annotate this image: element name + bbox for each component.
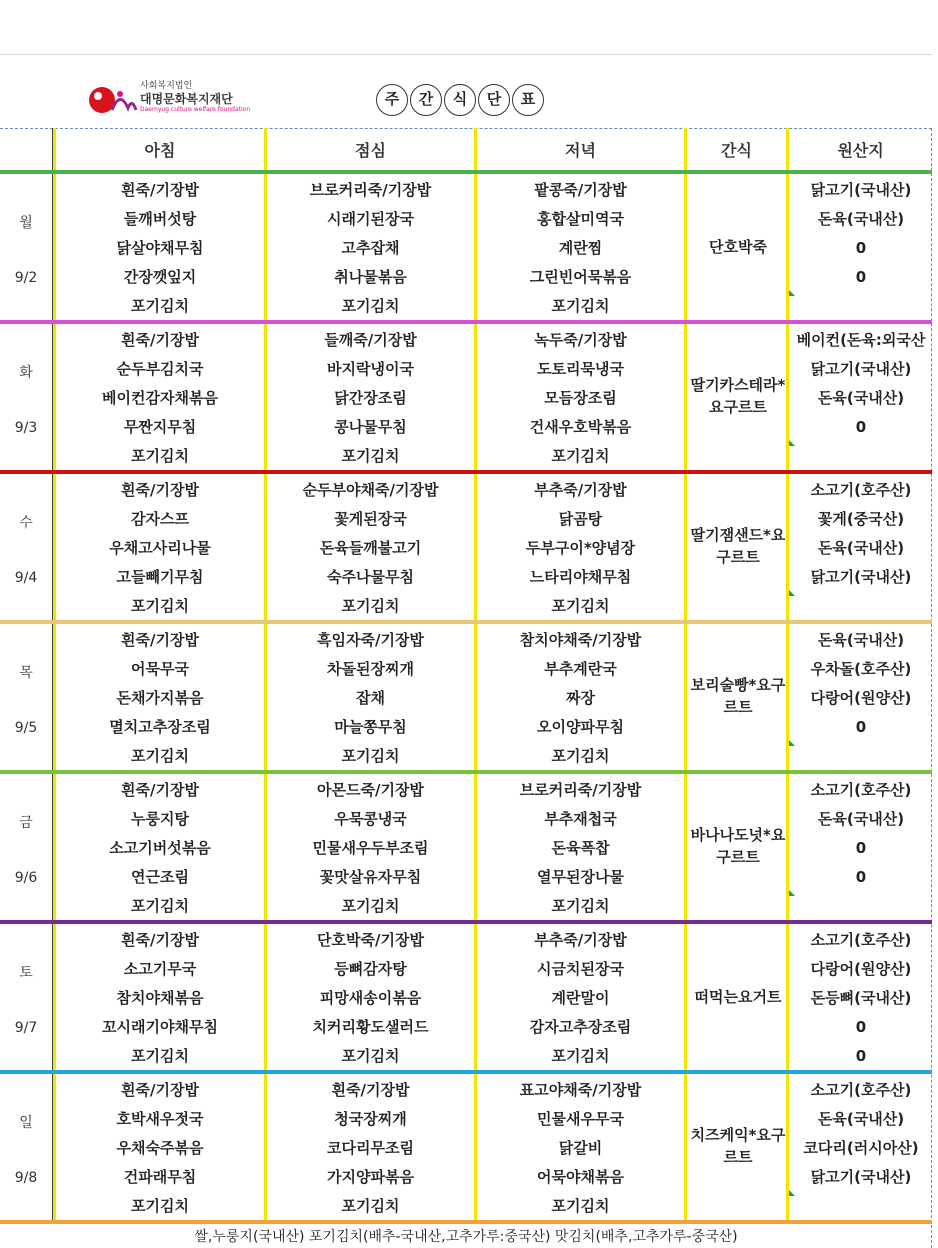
menu-item: 고추잡채 — [341, 239, 400, 257]
menu-item: 열무된장나물 — [537, 868, 624, 886]
menu-item: 포기김치 — [131, 747, 189, 765]
origin-item: 돈육(국내산) — [817, 389, 905, 407]
title-char: 주 — [376, 84, 408, 116]
day-row — [0, 476, 932, 622]
cell-comment-marker — [789, 590, 795, 596]
menu-item: 바지락냉이국 — [327, 360, 414, 378]
lunch-cell — [267, 476, 474, 621]
menu-item: 코다리무조림 — [327, 1139, 414, 1157]
weekday-label: 화 — [19, 365, 33, 381]
menu-item: 포기김치 — [131, 447, 189, 465]
origin-cell — [790, 176, 932, 292]
origin-item: 돈육(국내산) — [817, 1110, 905, 1128]
menu-item: 참치야채죽/기장밥 — [519, 631, 642, 649]
day-row — [0, 776, 932, 922]
menu-item: 등뼈감자탕 — [334, 960, 407, 978]
day-row — [0, 626, 932, 772]
menu-item: 짜장 — [566, 689, 595, 707]
footer-note: 쌀,누룽지(국내산) 포기김치(배추-국내산,고추가루:중국산) 맛김치(배추,고추가루-중국산) — [194, 1229, 738, 1245]
snack-cell: 딸기카스테라*요구르트 — [690, 376, 786, 416]
origin-item: 돈육(국내산) — [817, 810, 905, 828]
menu-item: 우채고사리나물 — [109, 539, 211, 557]
origin-cell — [790, 776, 932, 892]
origin-item: 0 — [855, 1047, 867, 1065]
origin-item: 소고기(호주산) — [810, 931, 912, 949]
snack-cell: 치즈케익*요구르트 — [690, 1126, 786, 1166]
date-label: 9/5 — [14, 720, 38, 736]
menu-item: 베이컨감자채볶음 — [102, 389, 218, 407]
origin-item: 다랑어(원양산) — [810, 960, 912, 978]
menu-item: 포기김치 — [131, 597, 189, 615]
weekday-label: 금 — [19, 815, 33, 831]
menu-item: 부추계란국 — [544, 660, 617, 678]
menu-item: 민물새우무국 — [537, 1110, 624, 1128]
origin-item: 베이컨(돈육:외국산 — [796, 331, 926, 349]
menu-item: 홍합살미역국 — [537, 210, 624, 228]
origin-item: 돈육(국내산) — [817, 210, 905, 228]
cell-comment-marker — [789, 890, 795, 896]
menu-item: 흰죽/기장밥 — [121, 481, 199, 499]
lunch-cell — [267, 176, 474, 321]
menu-item: 부추재첩국 — [544, 810, 617, 828]
header-origin: 원산지 — [837, 141, 884, 160]
menu-item: 고들빼기무침 — [116, 568, 204, 586]
table-header — [0, 130, 932, 172]
menu-item: 취나물볶음 — [334, 268, 407, 286]
origin-item: 닭고기(국내산) — [810, 568, 912, 586]
menu-item: 치커리황도샐러드 — [312, 1018, 429, 1036]
menu-item: 건새우호박볶음 — [529, 418, 632, 436]
origin-item: 꽃게(중국산) — [817, 510, 905, 528]
menu-item: 단호박죽/기장밥 — [317, 931, 424, 949]
menu-item: 돈육들깨불고기 — [319, 539, 422, 557]
menu-item: 숙주나물무침 — [327, 568, 414, 586]
lunch-cell — [267, 776, 474, 921]
menu-item: 그린빈어묵볶음 — [529, 268, 632, 286]
breakfast-cell — [56, 476, 264, 621]
menu-item: 포기김치 — [551, 897, 610, 915]
header-lunch: 점심 — [355, 141, 386, 160]
menu-item: 소고기버섯볶음 — [109, 839, 211, 857]
row-separator — [0, 170, 932, 174]
menu-item: 모듬장조림 — [544, 389, 617, 407]
menu-item: 우묵콩냉국 — [334, 810, 407, 828]
header-dinner: 저녁 — [565, 141, 596, 160]
menu-item: 포기김치 — [131, 1197, 189, 1215]
menu-item: 느타리야채무침 — [529, 568, 632, 586]
cell-comment-marker — [789, 290, 795, 296]
menu-item: 무짠지무침 — [123, 418, 197, 436]
menu-item: 마늘쫑무침 — [334, 718, 407, 736]
menu-item: 콩나물무침 — [334, 418, 407, 436]
breakfast-cell — [56, 326, 264, 471]
title-char: 단 — [478, 84, 510, 116]
menu-item: 시래기된장국 — [327, 210, 414, 228]
weekday-label: 목 — [19, 665, 33, 681]
dinner-cell — [477, 476, 684, 621]
menu-item: 감자스프 — [131, 510, 189, 528]
menu-item: 차돌된장찌개 — [327, 660, 414, 678]
menu-item: 꼬시래기야채무침 — [102, 1018, 218, 1036]
weekday-label: 토 — [19, 965, 33, 981]
org-english-name: Daemyug culture welfare foundation — [140, 106, 251, 113]
menu-item: 흰죽/기장밥 — [121, 181, 199, 199]
menu-item: 감자고추장조림 — [529, 1018, 632, 1036]
breakfast-cell — [56, 926, 264, 1071]
snack-cell: 단호박죽 — [709, 238, 767, 256]
weekday-label: 월 — [19, 215, 33, 231]
snack-cell: 보리술빵*요구르트 — [690, 676, 786, 716]
menu-item: 가지양파볶음 — [327, 1168, 414, 1186]
menu-item: 우채숙주볶음 — [116, 1139, 204, 1157]
menu-item: 흰죽/기장밥 — [121, 781, 199, 799]
weekday-label: 수 — [19, 515, 33, 531]
menu-item: 들깨죽/기장밥 — [324, 331, 417, 349]
menu-item: 흑임자죽/기장밥 — [317, 631, 424, 649]
menu-item: 닭곰탕 — [558, 510, 603, 528]
menu-item: 브로커리죽/기장밥 — [309, 181, 432, 199]
menu-item: 포기김치 — [551, 597, 610, 615]
dinner-cell — [477, 176, 684, 321]
menu-item: 시금치된장국 — [537, 960, 624, 978]
menu-item: 청국장찌개 — [334, 1110, 407, 1128]
origin-cell — [790, 926, 932, 1071]
menu-item: 닭간장조림 — [334, 389, 407, 407]
menu-item: 도토리묵냉국 — [537, 360, 624, 378]
menu-item: 흰죽/기장밥 — [121, 631, 199, 649]
menu-item: 들깨버섯탕 — [123, 210, 197, 228]
menu-item: 흰죽/기장밥 — [331, 1081, 410, 1099]
menu-item: 팥콩죽/기장밥 — [534, 181, 627, 199]
org-name: 대명문화복지재단 — [140, 92, 233, 106]
menu-item: 포기김치 — [341, 1197, 400, 1215]
menu-item: 포기김치 — [341, 297, 400, 315]
origin-item: 소고기(호주산) — [810, 1081, 912, 1099]
origin-item: 0 — [855, 268, 867, 286]
origin-cell — [790, 326, 932, 442]
weekday-label: 일 — [19, 1115, 33, 1131]
origin-item: 0 — [855, 839, 867, 857]
menu-item: 포기김치 — [341, 897, 400, 915]
menu-item: 포기김치 — [341, 747, 400, 765]
breakfast-cell — [56, 776, 264, 921]
cell-comment-marker — [789, 740, 795, 746]
day-row — [0, 176, 932, 322]
snack-cell: 바나나도넛*요구르트 — [690, 826, 786, 866]
menu-item: 순두부김치국 — [116, 360, 204, 378]
date-label: 9/6 — [14, 870, 38, 886]
menu-item: 흰죽/기장밥 — [121, 331, 199, 349]
menu-item: 꽃맛살유자무침 — [319, 868, 422, 886]
cell-comment-marker — [789, 440, 795, 446]
title-char: 식 — [444, 84, 476, 116]
menu-item: 표고야채죽/기장밥 — [519, 1081, 642, 1099]
date-label: 9/3 — [14, 420, 38, 436]
menu-item: 멸치고추장조림 — [109, 718, 211, 736]
menu-item: 부추죽/기장밥 — [534, 481, 627, 499]
origin-item: 0 — [855, 1018, 867, 1036]
dinner-cell — [477, 776, 684, 921]
origin-item: 다랑어(원양산) — [810, 689, 912, 707]
origin-item: 닭고기(국내산) — [810, 181, 912, 199]
foundation-logo — [88, 76, 258, 120]
origin-item: 0 — [855, 718, 867, 736]
origin-item: 0 — [855, 418, 867, 436]
menu-item: 포기김치 — [551, 1047, 610, 1065]
origin-item: 0 — [855, 239, 867, 257]
logo-mark-icon — [88, 80, 140, 120]
menu-item: 꽃게된장국 — [334, 510, 407, 528]
menu-item: 간장깻잎지 — [123, 268, 197, 286]
menu-item: 잡채 — [356, 689, 385, 707]
dinner-cell — [477, 1076, 684, 1221]
menu-item: 포기김치 — [551, 747, 610, 765]
page-title — [376, 84, 544, 118]
origin-cell — [790, 626, 932, 742]
breakfast-cell — [56, 1076, 264, 1221]
org-label: 사회복지법인 — [140, 81, 193, 91]
menu-item: 어묵야채볶음 — [537, 1168, 624, 1186]
origin-item: 닭고기(국내산) — [810, 1168, 912, 1186]
menu-item: 계란말이 — [551, 989, 610, 1007]
menu-item: 호박새우젓국 — [116, 1110, 204, 1128]
breakfast-cell — [56, 626, 264, 771]
menu-item: 흰죽/기장밥 — [121, 931, 199, 949]
breakfast-cell — [56, 176, 264, 321]
origin-item: 돈육(국내산) — [817, 539, 905, 557]
origin-item: 0 — [855, 868, 867, 886]
menu-item: 흰죽/기장밥 — [121, 1081, 199, 1099]
title-char: 간 — [410, 84, 442, 116]
menu-item: 포기김치 — [551, 1197, 610, 1215]
menu-item: 포기김치 — [131, 1047, 189, 1065]
menu-item: 돈육폭찹 — [551, 839, 610, 857]
cell-comment-marker — [789, 1190, 795, 1196]
date-label: 9/7 — [14, 1020, 38, 1036]
origin-item: 소고기(호주산) — [810, 481, 912, 499]
menu-item: 어묵무국 — [131, 660, 189, 678]
menu-item: 두부구이*양념장 — [525, 539, 636, 557]
menu-item: 아몬드죽/기장밥 — [317, 781, 424, 799]
menu-item: 순두부야채죽/기장밥 — [302, 481, 439, 499]
origin-cell — [790, 476, 932, 592]
date-label: 9/2 — [14, 270, 38, 286]
menu-item: 계란찜 — [558, 239, 603, 257]
date-label: 9/8 — [14, 1170, 38, 1186]
header-snack: 간식 — [721, 141, 752, 160]
snack-cell: 떠먹는요거트 — [694, 988, 782, 1006]
day-row — [0, 926, 932, 1072]
menu-item: 닭갈비 — [558, 1139, 603, 1157]
origin-item: 닭고기(국내산) — [810, 360, 912, 378]
day-row — [0, 1076, 932, 1222]
snack-cell: 딸기잼샌드*요구르트 — [690, 526, 786, 566]
menu-item: 포기김치 — [131, 297, 189, 315]
menu-item: 포기김치 — [551, 297, 610, 315]
menu-item: 연근조림 — [131, 868, 189, 886]
menu-item: 돈채가지볶음 — [116, 689, 204, 707]
menu-item: 민물새우두부조림 — [312, 839, 429, 857]
menu-item: 브로커리죽/기장밥 — [519, 781, 642, 799]
menu-item: 참치야채볶음 — [116, 989, 204, 1007]
origin-cell — [790, 1076, 932, 1192]
menu-item: 포기김치 — [551, 447, 610, 465]
dinner-cell — [477, 626, 684, 771]
origin-item: 돈육(국내산) — [817, 631, 905, 649]
origin-item: 돈등뼈(국내산) — [810, 989, 912, 1007]
menu-item: 포기김치 — [341, 597, 400, 615]
day-row — [0, 326, 932, 472]
origin-item: 소고기(호주산) — [810, 781, 912, 799]
menu-item: 소고기무국 — [123, 960, 197, 978]
menu-item: 포기김치 — [341, 447, 400, 465]
menu-item: 건파래무침 — [123, 1168, 197, 1186]
title-char: 표 — [512, 84, 544, 116]
lunch-cell — [267, 326, 474, 471]
lunch-cell — [267, 926, 474, 1071]
origin-item: 코다리(러시아산) — [803, 1139, 919, 1157]
menu-item: 부추죽/기장밥 — [534, 931, 627, 949]
dinner-cell — [477, 326, 684, 471]
lunch-cell — [267, 626, 474, 771]
menu-item: 포기김치 — [341, 1047, 400, 1065]
lunch-cell — [267, 1076, 474, 1221]
menu-item: 녹두죽/기장밥 — [534, 331, 627, 349]
menu-item: 닭살야채무침 — [116, 239, 204, 257]
menu-item: 피망새송이볶음 — [319, 989, 422, 1007]
header-breakfast: 아침 — [144, 141, 176, 160]
dinner-cell — [477, 926, 684, 1071]
date-label: 9/4 — [14, 570, 38, 586]
menu-item: 포기김치 — [131, 897, 189, 915]
top-divider — [0, 54, 932, 55]
origin-item: 우차돌(호주산) — [810, 660, 912, 678]
menu-item: 오이양파무침 — [537, 718, 624, 736]
menu-item: 누룽지탕 — [131, 810, 189, 828]
